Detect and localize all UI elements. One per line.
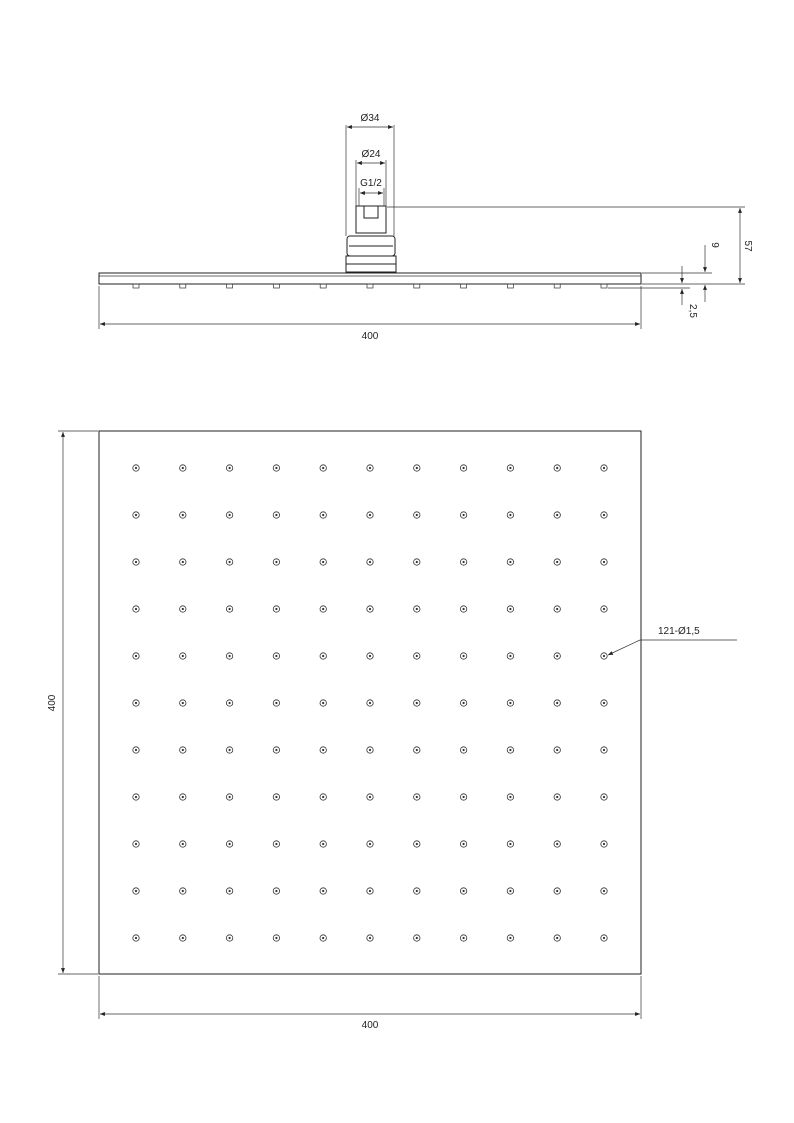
nozzle: [460, 700, 466, 706]
nozzle: [414, 841, 420, 847]
nozzle: [133, 935, 139, 941]
nozzle: [133, 465, 139, 471]
nozzle: [273, 935, 279, 941]
nozzle: [273, 653, 279, 659]
nozzle: [601, 841, 607, 847]
nozzle: [460, 794, 466, 800]
nozzle: [460, 888, 466, 894]
nozzle: [320, 888, 326, 894]
nozzle: [133, 794, 139, 800]
nozzle: [273, 747, 279, 753]
nozzle: [367, 747, 373, 753]
nozzle: [601, 465, 607, 471]
nozzle: [554, 465, 560, 471]
nozzle: [226, 653, 232, 659]
nozzle: [367, 794, 373, 800]
top-view: [47, 431, 737, 1031]
side-nozzle: [367, 284, 373, 288]
nozzle: [601, 559, 607, 565]
nozzle: [180, 794, 186, 800]
nozzle: [180, 700, 186, 706]
nozzle: [320, 606, 326, 612]
nozzle: [180, 888, 186, 894]
nozzle: [226, 700, 232, 706]
nozzle: [414, 465, 420, 471]
nozzle: [460, 606, 466, 612]
nozzle: [507, 747, 513, 753]
nozzle: [414, 935, 420, 941]
nozzle: [226, 606, 232, 612]
nozzle: [554, 700, 560, 706]
nozzle: [226, 888, 232, 894]
nozzle: [507, 512, 513, 518]
nozzle: [133, 700, 139, 706]
nozzle: [133, 559, 139, 565]
nozzle: [180, 935, 186, 941]
nozzle: [367, 512, 373, 518]
side-nozzle: [554, 284, 560, 288]
side-nozzle: [414, 284, 420, 288]
side-nozzle: [507, 284, 513, 288]
nozzle: [414, 559, 420, 565]
nozzle: [367, 888, 373, 894]
nozzle: [414, 747, 420, 753]
nozzle: [180, 841, 186, 847]
side-nozzle: [601, 284, 607, 288]
nozzle-callout-label: 121-Ø1,5: [658, 626, 700, 637]
nozzle: [133, 888, 139, 894]
side-nozzle: [133, 284, 139, 288]
nozzle: [507, 700, 513, 706]
nozzle: [601, 653, 607, 659]
thickness-label: 2,5: [687, 304, 698, 318]
nozzle: [460, 935, 466, 941]
nozzle: [180, 512, 186, 518]
top-width-label: 400: [361, 1020, 379, 1031]
nozzle: [226, 512, 232, 518]
nozzle: [320, 935, 326, 941]
nozzle: [273, 794, 279, 800]
nozzle: [507, 465, 513, 471]
side-nozzle: [320, 284, 326, 288]
nozzle: [180, 606, 186, 612]
nozzle: [367, 841, 373, 847]
nozzle: [133, 841, 139, 847]
side-nozzle-row: [133, 284, 607, 288]
nozzle: [367, 559, 373, 565]
nozzle: [460, 653, 466, 659]
nozzle: [226, 841, 232, 847]
dim-top-height: [47, 431, 98, 974]
nozzle: [414, 794, 420, 800]
dim-total-height: [387, 207, 753, 284]
nozzle: [226, 559, 232, 565]
nozzle: [460, 747, 466, 753]
nozzle: [601, 747, 607, 753]
nozzle: [226, 935, 232, 941]
nozzle: [273, 559, 279, 565]
nozzle: [601, 794, 607, 800]
nozzle: [273, 841, 279, 847]
nozzle: [273, 700, 279, 706]
nozzle-callout: [608, 626, 737, 655]
nozzle: [320, 794, 326, 800]
nozzle: [601, 606, 607, 612]
nozzle: [460, 465, 466, 471]
nozzle: [273, 465, 279, 471]
nozzle: [554, 512, 560, 518]
nozzle: [507, 794, 513, 800]
nozzle: [414, 606, 420, 612]
nozzle: [320, 512, 326, 518]
side-nozzle: [273, 284, 279, 288]
nozzle: [554, 935, 560, 941]
nozzle: [320, 700, 326, 706]
nozzle: [367, 606, 373, 612]
thread-label: G1/2: [360, 178, 382, 189]
nozzle: [601, 935, 607, 941]
dim-arm-height: [642, 242, 720, 302]
nozzle: [367, 653, 373, 659]
nozzle: [226, 465, 232, 471]
nozzle: [554, 794, 560, 800]
nozzle: [507, 888, 513, 894]
nozzle: [133, 606, 139, 612]
nozzle: [601, 888, 607, 894]
nozzle: [460, 512, 466, 518]
dim-thickness: [608, 266, 698, 318]
arm-height-label: 9: [709, 242, 720, 248]
nozzle: [414, 700, 420, 706]
side-view: [99, 113, 753, 342]
nozzle: [226, 794, 232, 800]
top-height-label: 400: [47, 694, 58, 712]
side-nozzle: [461, 284, 467, 288]
nozzle: [180, 747, 186, 753]
nozzle: [554, 606, 560, 612]
nozzle-grid: [133, 465, 607, 941]
nozzle: [320, 747, 326, 753]
nozzle: [226, 747, 232, 753]
nozzle: [133, 653, 139, 659]
nozzle: [320, 465, 326, 471]
nozzle: [180, 559, 186, 565]
nozzle: [507, 606, 513, 612]
nozzle: [320, 653, 326, 659]
inner-diameter-label: Ø24: [361, 149, 381, 160]
nozzle: [507, 653, 513, 659]
nozzle: [507, 935, 513, 941]
nozzle: [554, 841, 560, 847]
nozzle: [601, 512, 607, 518]
nozzle: [460, 841, 466, 847]
side-nozzle: [180, 284, 186, 288]
nozzle: [554, 888, 560, 894]
nozzle: [554, 747, 560, 753]
nozzle: [133, 512, 139, 518]
nozzle: [180, 653, 186, 659]
outer-diameter-label: Ø34: [360, 113, 380, 124]
dim-top-width: [99, 976, 641, 1031]
nozzle: [554, 559, 560, 565]
nozzle: [554, 653, 560, 659]
side-nozzle: [227, 284, 233, 288]
dim-side-width: [99, 286, 641, 342]
nozzle: [133, 747, 139, 753]
nozzle: [273, 888, 279, 894]
nozzle: [367, 465, 373, 471]
nozzle: [320, 559, 326, 565]
nozzle: [367, 935, 373, 941]
nozzle: [273, 606, 279, 612]
nozzle: [367, 700, 373, 706]
nozzle: [320, 841, 326, 847]
nozzle: [601, 700, 607, 706]
total-height-label: 57: [742, 240, 753, 252]
nozzle: [460, 559, 466, 565]
nozzle: [414, 653, 420, 659]
nozzle: [507, 841, 513, 847]
nozzle: [414, 888, 420, 894]
nozzle: [180, 465, 186, 471]
nozzle: [507, 559, 513, 565]
shower-arm-connector: [346, 206, 396, 272]
nozzle: [273, 512, 279, 518]
nozzle: [414, 512, 420, 518]
dim-thread: [359, 178, 384, 206]
shower-plate-side: [99, 273, 641, 288]
side-width-label: 400: [361, 331, 379, 342]
